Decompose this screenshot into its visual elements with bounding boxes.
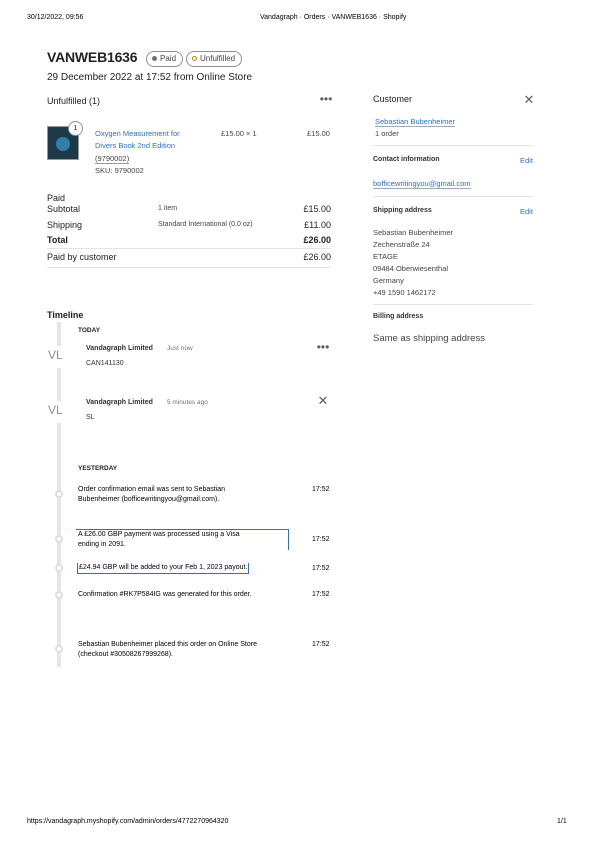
- customer-order-count: 1 order: [375, 129, 399, 138]
- address-line: Sebastian Bubenheimer: [373, 228, 454, 237]
- divider: [47, 248, 331, 249]
- shipping-label: Shipping: [47, 220, 83, 230]
- line-total: £15.00: [307, 129, 330, 138]
- event-text: A £26.00 GBP payment was processed using a Visa ending in 2091.: [76, 529, 289, 550]
- edit-contact-link[interactable]: Edit: [520, 156, 533, 165]
- avatar: VL: [48, 346, 72, 368]
- event-time: 17:52: [312, 536, 330, 543]
- address-line: ETAGE: [373, 252, 398, 261]
- shipping-address-title: Shipping address: [373, 207, 432, 214]
- order-subtitle: 29 December 2022 at 17:52 from Online Store: [47, 72, 253, 83]
- paid-badge: Paid: [146, 51, 183, 67]
- customer-email-link[interactable]: bofficewritingyou@gmail.com: [373, 179, 471, 188]
- edit-shipping-link[interactable]: Edit: [520, 207, 533, 216]
- comment-author: Vandagraph Limited: [86, 345, 153, 352]
- print-page-number: 1/1: [557, 818, 567, 825]
- print-page-title: Vandagraph · Orders · VANWEB1636 · Shopify: [260, 14, 407, 21]
- comment-author: Vandagraph Limited: [86, 399, 153, 406]
- product-code: (9790002): [95, 154, 130, 163]
- event-time: 17:52: [312, 641, 330, 648]
- product-name-line1[interactable]: Oxygen Measurement for: [95, 129, 180, 138]
- price-times-qty: £15.00 × 1: [221, 129, 257, 138]
- address-line: Germany: [373, 276, 404, 285]
- event-text: £24.94 GBP will be added to your Feb 1, 2023 payout.: [77, 563, 249, 574]
- comment-time: 5 minutes ago: [167, 399, 208, 406]
- event-text: Confirmation #RK7P584IG was generated for this order.: [78, 591, 252, 598]
- event-dot: [55, 645, 63, 653]
- subtotal-amount: £15.00: [303, 204, 331, 214]
- shipping-method: Standard International (0.0 oz): [158, 221, 253, 228]
- product-name-line2[interactable]: Divers Book 2nd Edition: [95, 141, 176, 150]
- billing-address-title: Billing address: [373, 313, 424, 320]
- subtotal-label: Subtotal: [47, 204, 81, 214]
- product-sku: SKU: 9790002: [95, 166, 144, 175]
- close-icon[interactable]: ✕: [523, 92, 535, 107]
- event-time: 17:52: [312, 591, 330, 598]
- quantity-badge: 1: [68, 121, 83, 136]
- shipping-amount: £11.00: [304, 220, 331, 230]
- event-dot: [55, 564, 63, 572]
- avatar: VL: [48, 401, 72, 423]
- print-datetime: 30/12/2022, 09:56: [27, 14, 84, 21]
- unfulfilled-badge: Unfulfilled: [186, 51, 242, 67]
- close-icon[interactable]: ✕: [317, 393, 329, 408]
- payment-title: Paid: [47, 193, 66, 203]
- status-dot-icon: [152, 56, 157, 61]
- unfulfilled-title: Unfulfilled (1): [47, 96, 101, 106]
- comment-body: SL: [86, 414, 95, 421]
- order-number: VANWEB1636: [47, 49, 138, 65]
- subtotal-items: 1 item: [158, 205, 178, 212]
- paid-by-customer-label: Paid by customer: [47, 252, 117, 262]
- more-actions-icon[interactable]: •••: [319, 92, 333, 106]
- event-text: Sebastian Bubenheimer placed this order on Online Store (checkout #30508267999268).: [78, 641, 257, 658]
- event-time: 17:52: [312, 565, 330, 572]
- billing-same-as-shipping: Same as shipping address: [373, 333, 485, 344]
- address-line: Zechenstraße 24: [373, 240, 430, 249]
- yesterday-label: YESTERDAY: [78, 465, 118, 472]
- divider: [373, 145, 533, 146]
- event-dot: [55, 490, 63, 498]
- contact-information-title: Contact information: [373, 156, 440, 163]
- timeline-title: Timeline: [47, 310, 84, 320]
- print-url: https://vandagraph.myshopify.com/admin/orders/4772270964320: [27, 818, 229, 825]
- customer-name-link[interactable]: Sebastian Bubenheimer: [375, 117, 456, 126]
- status-ring-icon: [192, 56, 197, 61]
- address-line: 09484 Oberwiesenthal: [373, 264, 449, 273]
- comment-time: Just now: [167, 345, 193, 352]
- address-line: +49 1590 1462172: [373, 288, 436, 297]
- total-amount: £26.00: [303, 235, 331, 245]
- more-actions-icon[interactable]: •••: [316, 340, 330, 354]
- shipping-address-block: [373, 227, 453, 299]
- customer-title: Customer: [373, 94, 413, 104]
- paid-by-customer-amount: £26.00: [303, 252, 331, 262]
- event-time: 17:52: [312, 486, 330, 493]
- divider: [373, 304, 533, 305]
- divider: [47, 267, 331, 268]
- event-dot: [55, 535, 63, 543]
- comment-body: CAN141130: [86, 360, 124, 367]
- divider: [373, 196, 533, 197]
- today-label: TODAY: [78, 327, 101, 334]
- event-dot: [55, 591, 63, 599]
- event-text: Order confirmation email was sent to Sebastian Bubenheimer (bofficewritingyou@gmail.com).: [78, 486, 226, 503]
- total-label: Total: [47, 235, 68, 245]
